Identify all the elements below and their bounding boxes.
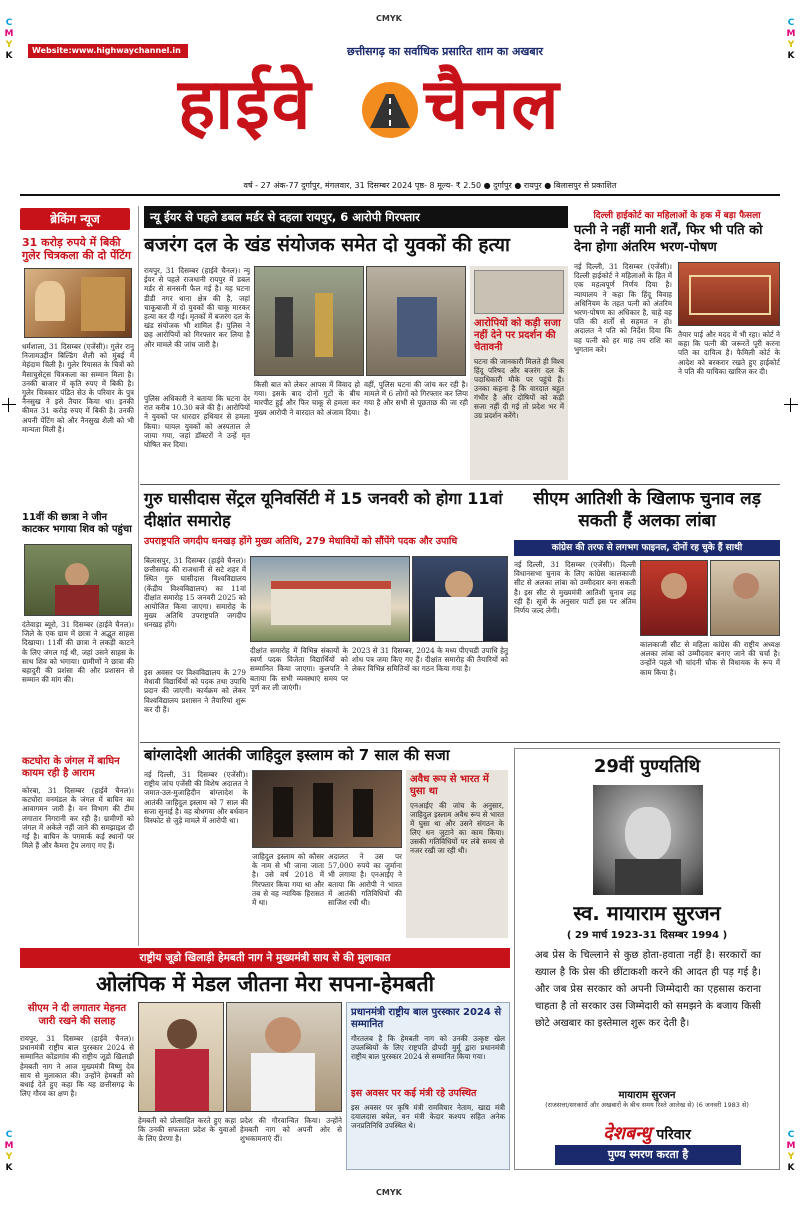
lead-body3: किसी बात को लेकर आपस में विवाद हो गया। इसके बाद दोनों गुटों के बीच मारपीट हुई और फिर चाकू से हमला कर मुख्य आरोपी ने वारदात को अंजाम दिया।	[254, 380, 360, 417]
breaking-story3-title: कटघोरा के जंगल में बाघिन कायम रही है आराम	[22, 756, 120, 779]
hockey-headline: ओलंपिक में मेडल जीतना मेरा सपना-हेमबती	[95, 972, 435, 996]
masthead-name-left: हाईवे	[178, 63, 313, 145]
cmyk-left-bottom: C M Y K	[4, 1130, 14, 1173]
atishi-strap	[514, 540, 780, 556]
tribute-brand-row	[515, 1121, 779, 1145]
tribute-closing-text: पुण्य स्मरण करता है	[607, 1148, 689, 1161]
crime-photo-2	[366, 266, 466, 376]
cmyk-right-top: C M Y K	[786, 18, 796, 61]
terror-photo	[252, 770, 402, 848]
lead-sidebar	[470, 266, 568, 480]
breaking-label-text: ब्रेकिंग न्यूज	[50, 212, 100, 226]
breaking-label	[20, 208, 130, 230]
guru-headline: गुरु घासीदास सेंट्रल यूनिवर्सिटी में 15 जनवरी को होगा 11वां दीक्षांत समारोह	[144, 489, 503, 530]
atishi-photo	[640, 560, 708, 636]
hockey-body2: हेमबती को प्रोत्साहित करते हुए कहा कि उनकी सफलता प्रदेश के युवाओं के लिए प्रेरणा है।	[138, 1116, 236, 1144]
painting-photo	[24, 268, 132, 338]
website-label[interactable]: Website:www.highwaychannel.in	[28, 44, 188, 58]
award-box-title: प्रधानमंत्री राष्ट्रीय बाल पुरस्कार 2024 से सम्मानित	[351, 1007, 502, 1030]
breaking-story2-body: दंतेवाड़ा ब्यूरो, 31 दिसम्बर (हाईवे चैनल)। जिले के एक ग्राम में छात्रा ने अद्भुत साहस दिखाया। 11वीं की छात्रा ने लकड़ी काटने के लिए जंगल गई थी, जहां उसने साहस के साथ शिव को भगाया। ग्रामीणों ने छात्रा की बहादुरी की प्रशंसा की और प्रशासन से सम्मान की मांग की।	[22, 620, 134, 685]
tribute-sign: मायाराम सुरजन	[618, 1090, 676, 1101]
lead-kicker-text: न्यू ईयर से पहले डबल मर्डर से दहला रायपुर, 6 आरोपी गिरफ्तार	[150, 210, 420, 224]
tribute-title: 29वीं पुण्यतिथि	[593, 756, 701, 777]
divider-1	[140, 484, 780, 485]
victim-portraits	[474, 270, 564, 314]
hc-kicker: दिल्ली हाईकोर्ट का महिलाओं के हक में बड़ा फैसला	[593, 211, 761, 221]
bangla-sidebar	[406, 770, 508, 938]
award-box-title2: इस अवसर पर कई मंत्री रहे उपस्थित	[351, 1088, 477, 1099]
judo-athlete-photo	[138, 1002, 224, 1112]
award-box	[346, 1002, 510, 1170]
breaking-story3-body: कोरबा, 31 दिसम्बर (हाईवे चैनल)। कटघोरा वनमंडल के जंगल में बाघिन का आवागमन जारी है। वन विभाग की टीम लगातार निगरानी कर रही है। ग्रामीणों को जंगल में अकेले नहीं जाने की समझाइश दी गई है। बाघिन के पगमार्क कई स्थानों पर मिले हैं और कैमरा ट्रैप लगाए गए हैं।	[22, 786, 134, 851]
atishi-headline: सीएम आतिशी के खिलाफ चुनाव लड़ सकती हैं अलका लांबा	[533, 489, 761, 531]
hc-body2: तैयार पाई और मदद में भी रहा। कोर्ट ने कहा कि पत्नी की जरूरतें पूरी करना पति का दायित्व है। फैमिली कोर्ट के आदेश को बरकरार रखते हुए हाईकोर्ट ने पति की याचिका खारिज कर दी।	[678, 330, 780, 376]
guru-body3: दीक्षांत समारोह में विभिन्न संकायों के स्वर्ण पदक विजेता विद्यार्थियों को सम्मानित किया जाएगा। कुलपति ने बताया कि सभी व्यवस्थाएं समय पर पूर्ण कर ली जाएंगी।	[250, 646, 348, 692]
lead-sidebar-title: आरोपियों को कड़ी सजा नहीं देने पर प्रदर्शन की चेतावनी	[474, 318, 561, 353]
bangla-sidebar-body: एनआईए की जांच के अनुसार, जाहिदुल इस्लाम अवैध रूप से भारत में घुसा था और उसने संगठन के लिए धन जुटाने का काम किया। उसकी गतिविधियों पर लंबे समय से नजर रखी जा रही थी।	[410, 801, 504, 855]
cm-meeting-photo	[226, 1002, 342, 1112]
masthead-name-right: चैनल	[424, 63, 561, 145]
tribute-quote: अब प्रेस के चिल्लाने से कुछ होता-हवाता नहीं है। सरकारों का ख्याल है कि प्रेस की छींटाकशी करने की आदत ही पड़ गई है। और जब प्रेस सरकार को अपनी जिम्मेदारी का एहसास कराना चाहता है तो सरकार उस जिम्मेदारी को समझने के बजाय किसी छोटे अखबार का इस्तेमाल शुरू कर देती है।	[535, 950, 761, 1029]
atishi-body1: नई दिल्ली, 31 दिसम्बर (एजेंसी)। दिल्ली विधानसभा चुनाव के लिए कांग्रेस कालकाजी सीट से अलका लांबा को उम्मीदवार बना सकती है। इस सीट से मुख्यमंत्री आतिशी चुनाव लड़ रही हैं। सूत्रों के अनुसार पार्टी इस पर अंतिम निर्णय जल्द लेगी।	[514, 560, 636, 616]
atishi-body2: कालकाजी सीट से महिला कांग्रेस की राष्ट्रीय अध्यक्ष अलका लांबा को उम्मीदवार बनाए जाने की चर्चा है। उन्होंने पहले भी चांदनी चौक से विधायक के रूप में काम किया है।	[640, 640, 780, 677]
award-box-body2: इस अवसर पर कृषि मंत्री रामविचार नेताम, खाद्य मंत्री दयालदास बघेल, वन मंत्री केदार कश्यप सहित अनेक जनप्रतिनिधि उपस्थित थे।	[351, 1103, 505, 1130]
guru-body1: बिलासपुर, 31 दिसम्बर (हाईवे चैनल)। छत्तीसगढ़ की राजधानी से सटे शहर में स्थित गुरु घासीदास विश्वविद्यालय (केंद्रीय विश्वविद्यालय) का 11वां दीक्षांत समारोह 15 जनवरी 2025 को आयोजित किया जाएगा। समारोह के मुख्य अतिथि उपराष्ट्रपति जगदीप धनखड़ होंगे।	[144, 556, 246, 630]
masthead-tagline: छत्तीसगढ़ का सर्वाधिक प्रसारित शाम का अखबार	[346, 45, 544, 58]
crime-photo-1	[254, 266, 364, 376]
tribute-brand-suffix: परिवार	[656, 1127, 691, 1143]
divider-2	[140, 742, 780, 743]
bangla-body1: नई दिल्ली, 31 दिसम्बर (एजेंसी)। राष्ट्रीय जांच एजेंसी की विशेष अदालत ने जमात-उल-मुजाहिदीन बांग्लादेश के आतंकी जाहिदुल इस्लाम को 7 साल की सजा सुनाई है। वह बोधगया और बर्धवान विस्फोट से जुड़े मामले में आरोपी था।	[144, 770, 248, 826]
breaking-story1-body: धर्मशाला, 31 दिसम्बर (एजेंसी)। गुलेर रानु निजामउद्दीन बिल्डिंग शैली को मुंबई में मेहंदाम चिली है। गुलेर रियासत के चित्रों को मैसाचुसेट्स चित्रकला का सम्मान मिला है। उनकी बाजार में कृति रुपए में बिकी है। गुलेर चित्रकार पंडित सेउ के परिवार के पुत्र नैनसुख ने इसे तैयार किया था। इनकी कीमत 31 करोड़ रुपए में बिकी है। उनकी अपनी पेंटिंग को और नैनसुख शैली को भी मान्यता मिली है।	[22, 342, 134, 434]
crop-mark-left	[2, 398, 16, 412]
bangla-sidebar-title: अवैध रूप से भारत में घुसा था	[410, 774, 489, 797]
hockey-kicker-text: राष्ट्रीय जूडो खिलाड़ी हेमबती नाग ने मुख्यमंत्री साय से की मुलाकात	[139, 952, 391, 964]
tribute-box	[514, 748, 780, 1170]
hockey-subhead: सीएम ने दी लगातार मेहनत जारी रखने की सलाह	[27, 1003, 127, 1027]
student-photo	[24, 544, 132, 616]
hc-body1: नई दिल्ली, 31 दिसम्बर (एजेंसी)। दिल्ली हाईकोर्ट ने महिलाओं के हित में एक महत्वपूर्ण निर्णय दिया है। न्यायालय ने कहा कि हिंदू विवाह अधिनियम के तहत पत्नी को अंतरिम भरण-पोषण का अधिकार है, चाहे वह पति की शर्तों से सहमत न हो। अदालत ने पति को निर्देश दिया कि वह पत्नी को हर माह तय राशि का भुगतान करे।	[574, 262, 672, 354]
lead-headline: बजरंग दल के खंड संयोजक समेत दो युवकों की हत्या	[144, 234, 510, 256]
cmyk-right-bottom: C M Y K	[786, 1130, 796, 1173]
lead-body4: वहीं, पुलिस घटना की जांच कर रही है। मामले में 6 लोगों को गिरफ्तार कर लिया गया है और सभी से पूछताछ की जा रही है।	[364, 380, 468, 417]
guru-body2: इस अवसर पर विश्वविद्यालय के 279 मेधावी विद्यार्थियों को पदक तथा उपाधि प्रदान की जाएगी। कार्यक्रम को लेकर विश्वविद्यालय प्रशासन ने तैयारियां शुरू कर दी हैं।	[144, 668, 246, 714]
atishi-strap-text: कांग्रेस की तरफ से लगभग फाइनल, दोनों रह चुके हैं साथी	[551, 543, 743, 553]
cmyk-left-top: C M Y K	[4, 18, 14, 61]
hockey-body1: रायपुर, 31 दिसम्बर (हाईवे चैनल)। प्रधानमंत्री राष्ट्रीय बाल पुरस्कार 2024 से सम्मानित कोंडागांव की राष्ट्रीय जूडो खिलाड़ी हेमबती नाग ने आज मुख्यमंत्री विष्णु देव साय से मुलाकात की। उन्होंने हेमबती को बधाई देते हुए कहा कि यह छत्तीसगढ़ के लिए गौरव का क्षण है।	[20, 1034, 134, 1099]
bangla-body3: अदालत ने उस पर 57,000 रुपये का जुर्माना भी लगाया है। एनआईए ने बताया कि आरोपी ने भारत में आतंकी गतिविधियों की साजिश रची थी।	[328, 852, 402, 908]
alka-photo	[710, 560, 780, 636]
tribute-portrait	[593, 785, 703, 895]
tribute-name: स्व. मायाराम सुरजन	[573, 901, 721, 925]
breaking-story2-title: 11वीं की छात्रा ने जीन काटकर भगाया शिव को पहुंचा	[22, 512, 132, 535]
lead-body1: रायपुर, 31 दिसम्बर (हाईवे चैनल)। न्यू ईयर से पहले राजधानी रायपुर में डबल मर्डर से सनसनी फैल गई है। यह घटना डीडी नगर थाना क्षेत्र की है, जहां चाकूबाजी में दो युवकों की चाकू मारकर हत्या कर दी गई। मृतकों में बजरंग दल के खंड संयोजक भी शामिल हैं। पुलिस ने छह आरोपियों को गिरफ्तार कर लिया है और मामले की जांच जारी है।	[144, 266, 250, 349]
bangla-body2: जाहिदुल इस्लाम को कौसर के नाम से भी जाना जाता है। उसे वर्ष 2018 में गिरफ्तार किया गया था और तब से वह न्यायिक हिरासत में था।	[252, 852, 324, 908]
left-col-rule	[138, 206, 139, 946]
deshbandhu-logo: देशबन्धु	[603, 1123, 652, 1144]
cmyk-bottom: CMYK	[376, 1188, 402, 1197]
tribute-dates: ( 29 मार्च 1923-31 दिसम्बर 1994 )	[566, 930, 728, 941]
guru-subhead: उपराष्ट्रपति जगदीप धनखड़ होंगे मुख्य अतिथि, 279 मेधावियों को सौंपेंगे पदक और उपाधि	[144, 536, 458, 547]
lead-body2: पुलिस अधिकारी ने बताया कि घटना देर रात करीब 10.30 बजे की है। आरोपियों ने युवकों पर धारदार हथियार से हमला किया। घायल युवकों को अस्पताल ले जाया गया, जहां डॉक्टरों ने उन्हें मृत घोषित कर दिया।	[144, 394, 250, 450]
lead-sidebar-body: घटना की जानकारी मिलते ही विश्व हिंदू परिषद और बजरंग दल के पदाधिकारी मौके पर पहुंचे हैं। उनका कहना है कि वारदात बहुत गंभीर है और दोषियों को कड़ी सजा नहीं दी गई तो प्रदेश भर में उग्र प्रदर्शन करेंगे।	[474, 357, 564, 420]
guru-body4: 2023 से 31 दिसम्बर, 2024 के मध्य पीएचडी उपाधि हेतु शोध पत्र जमा किए गए हैं। दीक्षांत समारोह की तैयारियों को लेकर विभिन्न समितियों का गठन किया गया है।	[352, 646, 508, 674]
hockey-body3: प्रदेश की गौरवान्वित किया। उन्होंने हेमबती नाग को अपनी ओर से शुभकामनाएं दीं।	[240, 1116, 342, 1144]
masthead-rule	[20, 194, 780, 196]
university-photo	[250, 556, 410, 642]
tribute-sign-sub: (राजसत्ता/सरकारों और अखबारों के बीच समय रिश्ते आलेख से) (6 जनवरी 1983 से)	[545, 1101, 749, 1109]
vp-photo	[412, 556, 508, 642]
lead-kicker	[144, 206, 568, 228]
cmyk-top: CMYK	[376, 14, 402, 23]
hc-headline: पत्नी ने नहीं मानी शर्तें, फिर भी पति को देना होगा अंतरिम भरण-पोषण	[574, 223, 763, 255]
hockey-kicker-bar	[20, 948, 510, 968]
crop-mark-right	[784, 398, 798, 412]
tribute-closing	[555, 1145, 741, 1165]
breaking-story1-title: 31 करोड़ रुपये में बिकी गुलेर चित्रकला की दो पेंटिंग	[22, 236, 131, 262]
issue-line: वर्ष - 27 अंक-77 दुर्गापुर, मंगलवार, 31 दिसम्बर 2024 पृष्ठ- 8 मूल्य- ₹ 2.50 ● दुर्गापुर ● रायपुर ● बिलासपुर से प्रकाशित	[243, 181, 617, 190]
bangla-headline: बांग्लादेशी आतंकी जाहिदुल इस्लाम को 7 साल की सजा	[144, 746, 450, 764]
award-box-body: गौरतलब है कि हेमबती नाग को उनकी उत्कृष्ट खेल उपलब्धियों के लिए राष्ट्रपति द्रौपदी मुर्मू द्वारा प्रधानमंत्री राष्ट्रीय बाल पुरस्कार 2024 से सम्मानित किया गया।	[351, 1034, 505, 1061]
road-logo-icon	[360, 80, 420, 140]
court-photo	[678, 262, 780, 326]
